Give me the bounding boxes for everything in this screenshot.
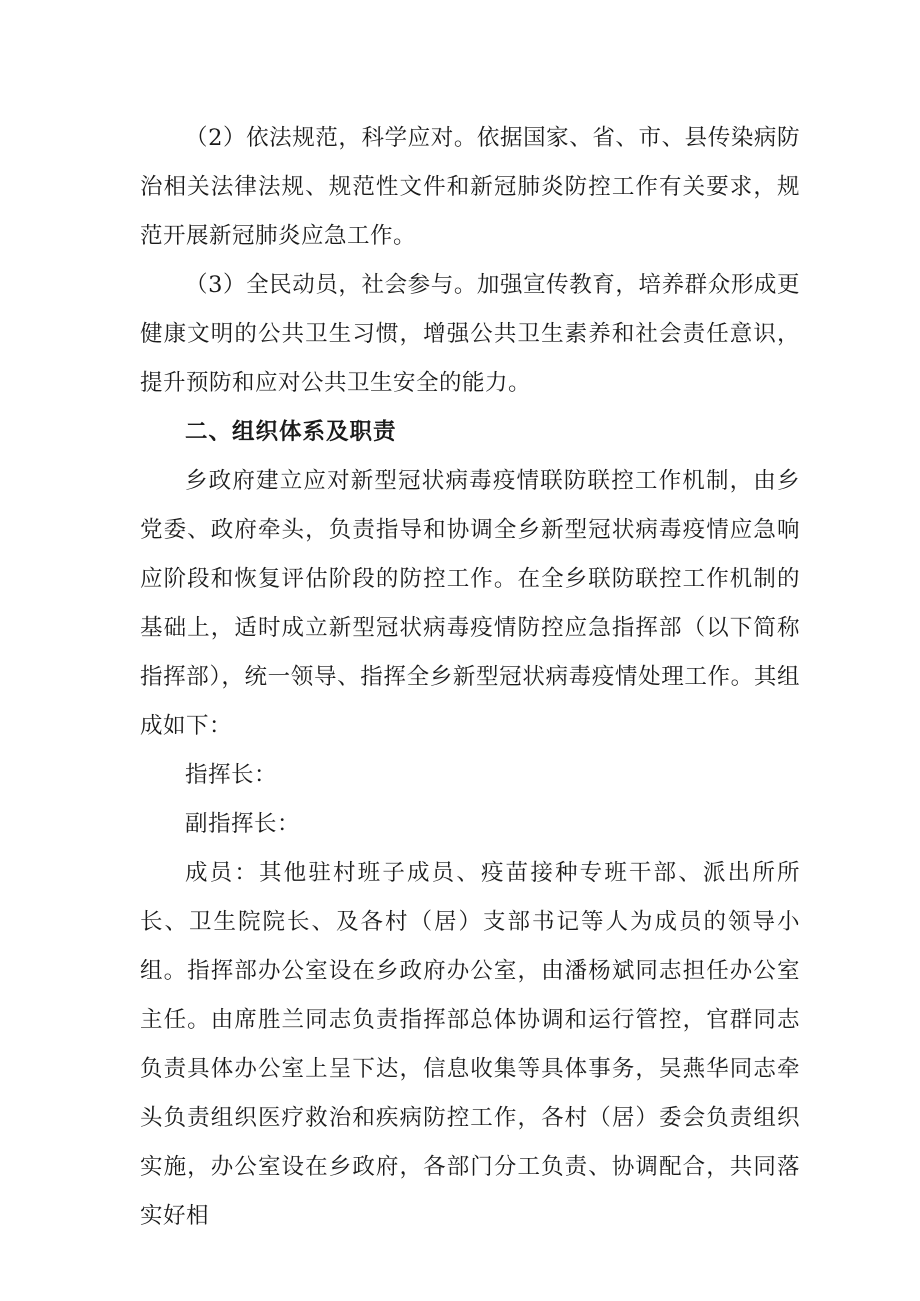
principle-3-paragraph: （3）全民动员，社会参与。加强宣传教育，培养群众形成更健康文明的公共卫生习惯，增强公共卫生素养和社会责任意识，提升预防和应对公共卫生安全的能力。 xyxy=(140,272,800,396)
organization-paragraph: 乡政府建立应对新型冠状病毒疫情联防联控工作机制，由乡党委、政府牵头，负责指导和协调全乡新型冠状病毒疫情应急响应阶段和恢复评估阶段的防控工作。在全乡联防联控工作机制的基础上，适时成立新型冠状病毒疫情防控应急指挥部（以下简称指挥部），统一领导、指挥全乡新型冠状病毒疫情处理工作。其组成如下： xyxy=(140,468,800,739)
deputy-commander-line: 副指挥长： xyxy=(185,811,301,837)
document-body xyxy=(140,114,800,1241)
principle-2-paragraph: （2）依法规范，科学应对。依据国家、省、市、县传染病防治相关法律法规、规范性文件和新冠肺炎防控工作有关要求，规范开展新冠肺炎应急工作。 xyxy=(140,125,800,249)
section-heading: 二、组织体系及职责 xyxy=(185,419,397,445)
commander-line: 指挥长： xyxy=(185,762,278,788)
members-paragraph: 成员：其他驻村班子成员、疫苗接种专班干部、派出所所长、卫生院院长、及各村（居）支部书记等人为成员的领导小组。指挥部办公室设在乡政府办公室，由潘杨斌同志担任办公室主任。由席胜兰同志负责指挥部总体协调和运行管控，官群同志负责具体办公室上呈下达，信息收集等具体事务，吴燕华同志牵头负责组织医疗救治和疾病防控工作，各村（居）委会负责组织实施，办公室设在乡政府，各部门分工负责、协调配合，共同落实好相 xyxy=(140,860,800,1229)
